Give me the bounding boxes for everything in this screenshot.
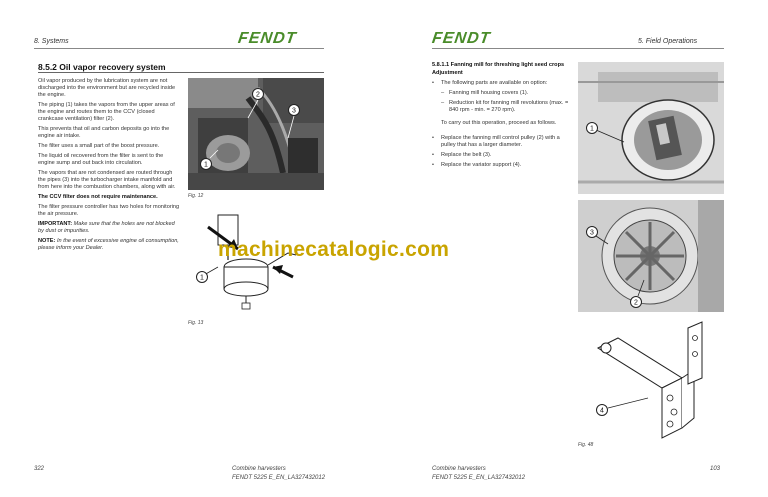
fig48-label: Fig. 48 (578, 442, 594, 448)
list-item: – Reduction kit for fanning mill revolutions (max. = 840 rpm - min. = 270 rpm). (441, 100, 574, 114)
left-footer-code: FENDT 5225 E_EN_LA327432012 (232, 475, 326, 481)
right-footer-doc: Combine harvesters (432, 466, 486, 472)
fig12-callout-3: 3 (292, 107, 296, 115)
left-page-number: 322 (34, 466, 45, 472)
fig13-label: Fig. 13 (188, 320, 204, 326)
pulley-callout-2: 2 (634, 299, 638, 307)
paragraph: The filter uses a small part of the boost pressure. (38, 143, 160, 149)
fig12-callout-1: 1 (204, 161, 208, 169)
important-note: IMPORTANT: Make sure that the holes are not blocked by dust or impurities. (38, 221, 175, 234)
fendt-logo: FENDT (430, 30, 492, 47)
variator-callout-4: 4 (600, 407, 604, 415)
pulley-callout-3: 3 (590, 229, 594, 237)
paragraph: The piping (1) takes the vapors from the upper areas of the engine and routes them to the CCV (closed crankcase ventilation) filter (2). (38, 102, 175, 122)
left-footer-doc: Combine harvesters (232, 466, 286, 472)
list-item: • Replace the variator support (4). (432, 162, 574, 169)
right-header-rule (432, 48, 724, 49)
maintenance-heading: The CCV filter does not require maintenance. (38, 194, 158, 200)
paragraph: Oil vapor produced by the lubrication system are not discharged into the environment but are recycled inside the engine. (38, 78, 176, 98)
fig13-callout-1: 1 (200, 274, 204, 282)
option-sublist (441, 90, 574, 114)
paragraph: The liquid oil recovered from the filter is sent to the engine sump and out back into circulation. (38, 153, 164, 166)
right-footer-code: FENDT 5225 E_EN_LA327432012 (432, 475, 526, 481)
procedure-intro: To carry out this operation, proceed as follows. (441, 120, 557, 126)
right-body-text (432, 62, 574, 172)
paragraph: The vapors that are not condensed are routed through the pipes (3) into the turbocharger intake manifold and from here into the combustion chambers, along with air. (38, 170, 176, 190)
fan-housing-photo (578, 62, 724, 194)
left-body-text (38, 78, 180, 255)
option-list (432, 80, 574, 114)
maintenance-text: The filter pressure controller has two holes for monitoring the air pressure. (38, 204, 180, 217)
fendt-logo: FENDT (236, 30, 298, 47)
fig12-label: Fig. 12 (188, 193, 204, 199)
pulley-photo (578, 200, 724, 312)
variator-support-drawing (578, 318, 724, 440)
subsection-title: 5.8.1.1 Fanning mill for threshing light seed crops (432, 62, 565, 68)
left-header-section: 8. Systems (34, 38, 69, 45)
list-item: • Replace the belt (3). (432, 152, 574, 159)
list-item: • The following parts are available on option: – Fanning mill housing covers (1). – Reduction kit for fanning mill revolutions (max. = 840 rpm - min. = 270 rpm). (432, 80, 574, 114)
dealer-note: NOTE: In the event of excessive engine oil consumption, please inform your Dealer. (38, 238, 179, 251)
fig12-engine-photo (188, 78, 324, 190)
subsection-heading: Adjustment (432, 70, 463, 76)
watermark-text: machinecatalogic.com (218, 238, 450, 261)
fig12-callout-2: 2 (256, 91, 260, 99)
section-rule (38, 72, 324, 73)
left-header-rule (34, 48, 324, 49)
paragraph: This prevents that oil and carbon deposits go into the engine air intake. (38, 126, 170, 139)
list-item: – Fanning mill housing covers (1). (441, 90, 574, 97)
step-list (432, 135, 574, 169)
right-page-number: 103 (710, 466, 721, 472)
list-item: • Replace the fanning mill control pulley (2) with a pulley that has a larger diameter. (432, 135, 574, 149)
right-header-section: 5. Field Operations (638, 38, 698, 45)
fan-callout-1: 1 (590, 125, 594, 133)
section-title: 8.5.2 Oil vapor recovery system (38, 62, 166, 72)
